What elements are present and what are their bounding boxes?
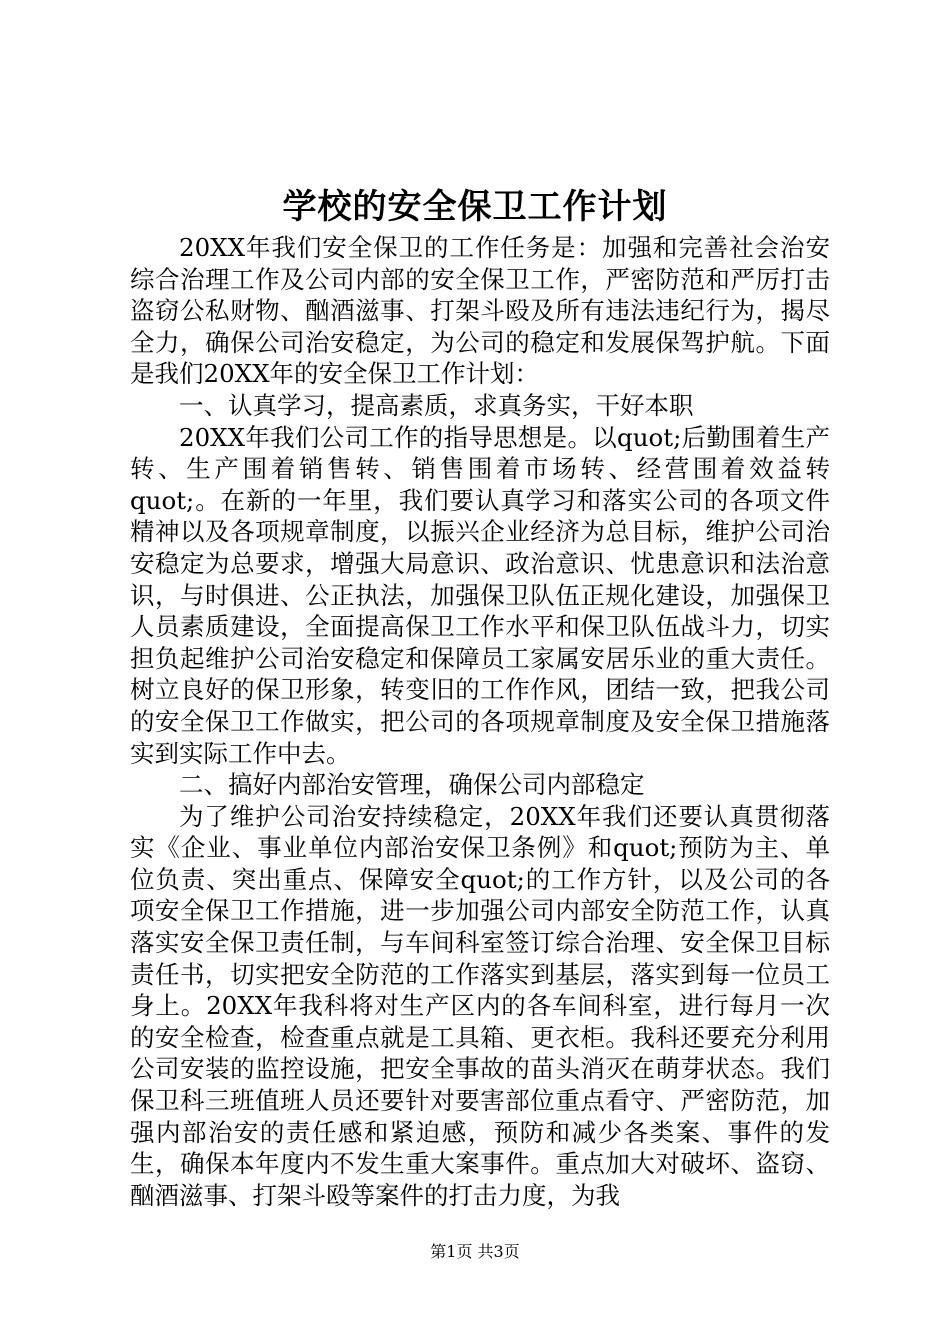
section-2-paragraph: 为了维护公司治安持续稳定，20XX年我们还要认真贯彻落实《企业、事业单位内部治安保卫条例》和quot;预防为主、单位负责、突出重点、保障安全quot;的工作方针，以及公司的各项安全保卫工作措施，进一步加强公司内部安全防范工作，认真落实安全保卫责任制，与车间科室签订综合治理、安全保卫目标责任书，切实把安全防范的工作落实到基层，落实到每一位员工身上。20XX年我科将对生产区内的各车间科室，进行每月一次的安全检查，检查重点就是工具箱、更衣柜。我科还要充分利用公司安装的监控设施，把安全事故的苗头消灭在萌芽状态。我们保卫科三班值班人员还要针对要害部位重点看守、严密防范，加强内部治安的责任感和紧迫感，预防和减少各类案、事件的发生，确保本年度内不发生重大案事件。重点加大对破坏、盗窃、酗酒滋事、打架斗殴等案件的打击力度，为我 xyxy=(130,801,830,1210)
document-title: 学校的安全保卫工作计划 xyxy=(282,187,668,227)
page-footer: 第1页 共3页 xyxy=(430,1242,520,1261)
document-body xyxy=(130,232,830,1211)
section-1-paragraph: 20XX年我们公司工作的指导思想是。以quot;后勤围着生产转、生产围着销售转、销售围着市场转、经营围着效益转quot;。在新的一年里，我们要认真学习和落实公司的各项文件精神以及各项规章制度，以振兴企业经济为总目标，维护公司治安稳定为总要求，增强大局意识、政治意识、忧患意识和法治意识，与时俱进、公正执法，加强保卫队伍正规化建设，加强保卫人员素质建设，全面提高保卫工作水平和保卫队伍战斗力，切实担负起维护公司治安稳定和保障员工家属安居乐业的重大责任。树立良好的保卫形象，转变旧的工作作风，团结一致，把我公司的安全保卫工作做实，把公司的各项规章制度及安全保卫措施落实到实际工作中去。 xyxy=(130,422,830,768)
section-heading-2: 二、搞好内部治安管理，确保公司内部稳定 xyxy=(179,770,645,800)
intro-paragraph: 20XX年我们安全保卫的工作任务是：加强和完善社会治安综合治理工作及公司内部的安全保卫工作，严密防范和严厉打击盗窃公私财物、酗酒滋事、打架斗殴及所有违法违纪行为，揭尽全力，确保公司治安稳定，为公司的稳定和发展保驾护航。下面是我们20XX年的安全保卫工作计划： xyxy=(130,233,830,389)
section-heading-1: 一、认真学习，提高素质，求真务实，干好本职 xyxy=(179,390,694,420)
